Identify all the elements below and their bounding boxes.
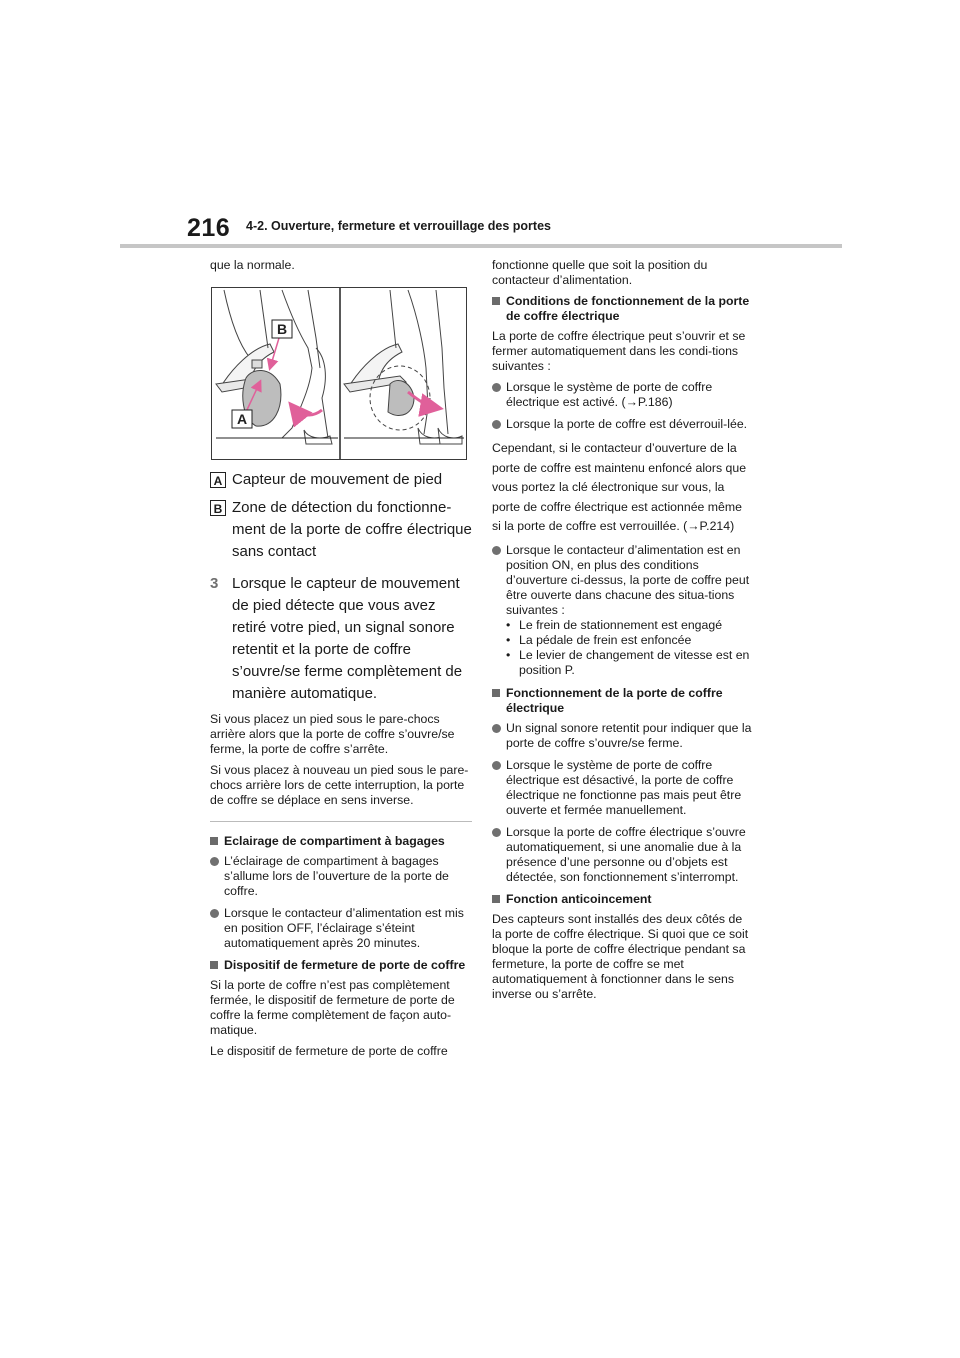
bullet-item: Lorsque le système de porte de coffre électrique est activé. (→P.186) (492, 380, 754, 410)
paragraph: La porte de coffre électrique peut s’ouvrir et se fermer automatiquement dans les condi-tions suivantes : (492, 329, 746, 373)
figure-label-a: A (236, 411, 248, 427)
label-a-item (210, 469, 472, 491)
bullet-item: Lorsque la porte de coffre est déverrouil-lée. (492, 417, 754, 432)
circle-bullet-icon (492, 724, 501, 733)
bullet-item: Un signal sonore retentit pour indiquer que la porte de coffre s’ouvre/se ferme. (492, 721, 754, 751)
circle-bullet-icon (492, 546, 501, 555)
square-bullet-icon (210, 961, 218, 969)
square-bullet-icon (210, 837, 218, 845)
paragraph: Si vous placez à nouveau un pied sous le pare-chocs arrière lors de cette interruption, la porte de coffre se déplace en sens inverse. (210, 763, 469, 807)
sub-bullet-item: • La pédale de frein est enfoncée (506, 632, 692, 647)
label-b-item (210, 497, 472, 563)
bullet-item: Lorsque le contacteur d’alimentation est en position ON, en plus des conditions d’ouverture ci-dessus, la porte de coffre peut être ouverte dans chacune des situa-tions suivantes : (492, 543, 754, 618)
page-number: 216 (187, 214, 231, 242)
header-rule (120, 244, 842, 248)
circle-bullet-icon (210, 909, 219, 918)
paragraph: Si la porte de coffre n’est pas complètement fermée, le dispositif de fermeture de porte de coffre la ferme complètement de façon auto-matique. (210, 978, 455, 1037)
square-bullet-icon (492, 689, 500, 697)
label-a-box: A (210, 472, 226, 488)
step-3 (210, 573, 472, 705)
section-heading: Eclairage de compartiment à bagages (210, 834, 472, 849)
paragraph: Cependant, si le contacteur d’ouverture de la porte de coffre est maintenu enfoncé alors que vous portez la clé électronique sur vous, la porte de coffre électrique est actionnée même si la porte de coffre est verrouillée. (→P.214) (492, 441, 747, 533)
bullet-item: Lorsque le système de porte de coffre électrique est désactivé, la porte de coffre électrique ne fonctionne pas mais peut être ouverte et fermée manuellement. (492, 758, 754, 818)
label-a-text: Capteur de mouvement de pied (232, 471, 443, 488)
section-heading: Fonctionnement de la porte de coffre électrique (492, 686, 754, 716)
circle-bullet-icon (492, 761, 501, 770)
foot-sensor-illustration (211, 287, 467, 460)
circle-bullet-icon (492, 383, 501, 392)
section-heading: Fonction anticoincement (492, 892, 754, 907)
label-b-text: Zone de détection du fonctionne-ment de la porte de coffre électrique sans contact (232, 499, 472, 560)
paragraph: Si vous placez un pied sous le pare-chocs arrière alors que la porte de coffre s’ouvre/se ferme, la porte de coffre s’arrête. (210, 712, 455, 756)
square-bullet-icon (492, 297, 500, 305)
intro-text: fonctionne quelle que soit la position du contacteur d’alimentation. (492, 258, 708, 287)
circle-bullet-icon (210, 857, 219, 866)
bullet-item: Lorsque la porte de coffre électrique s’ouvre automatiquement, si une anomalie due à la présence d’une personne ou d’objets est détectée, son fonctionnement s’interrompt. (492, 825, 754, 885)
label-b-box: B (210, 500, 226, 516)
section-heading: Dispositif de fermeture de porte de coffre (210, 958, 472, 973)
sub-bullet-item: • Le levier de changement de vitesse est en position P. (506, 647, 750, 677)
illustration-svg (212, 288, 466, 459)
circle-bullet-icon (492, 828, 501, 837)
intro-text: que la normale. (210, 258, 295, 272)
left-column (210, 258, 472, 1065)
step-text: Lorsque le capteur de mouvement de pied détecte que vous avez retiré votre pied, un signal sonore retentit et la porte de coffre s’ouvre/se ferme complètement de manière automatique. (232, 575, 463, 702)
sub-bullet-item: • Le frein de stationnement est engagé (506, 617, 723, 632)
section-heading: Conditions de fonctionnement de la porte de coffre électrique (492, 294, 754, 324)
right-column (492, 258, 754, 1008)
bullet-item: L’éclairage de compartiment à bagages s’allume lors de l’ouverture de la porte de coffre. (210, 854, 472, 899)
section-divider (210, 821, 472, 822)
chapter-title: 4-2. Ouverture, fermeture et verrouillage des portes (246, 219, 551, 233)
paragraph: Le dispositif de fermeture de porte de coffre (210, 1044, 448, 1058)
step-number: 3 (210, 575, 219, 592)
figure-label-b: B (276, 321, 288, 337)
square-bullet-icon (492, 895, 500, 903)
bullet-item: Lorsque le contacteur d’alimentation est mis en position OFF, l’éclairage s’éteint automatiquement après 20 minutes. (210, 906, 472, 951)
paragraph: Des capteurs sont installés des deux côtés de la porte de coffre électrique. Si quoi que ce soit bloque la porte de coffre électrique pendant sa fermeture, la porte de coffre se met automatiquement à fonctionner dans le sens inverse ou s’arrête. (492, 911, 749, 1001)
circle-bullet-icon (492, 420, 501, 429)
